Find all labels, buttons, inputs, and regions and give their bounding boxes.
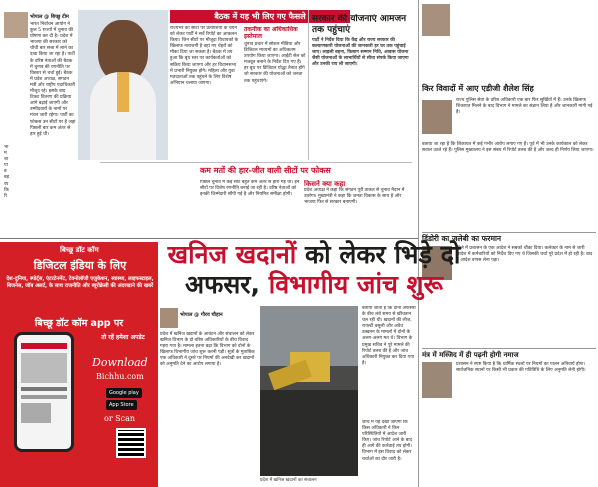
headline-key-1: खनिज खदानों [167,240,297,269]
ad-or-scan: or Scan [104,414,136,423]
ad-app-line: बिच्छू डॉट कॉम app पर [34,318,124,329]
mining-photo [260,306,358,476]
headline-rest-1: को लेकर भिड़े दो [296,240,461,269]
left-top-body: भारत निर्वाचन आयोग ने कुल 5 राज्यों में चुनाव की घोषणा कर दी है। प्रदेश में भाजपा की सरकार को चौथी बार सत्ता में लाने का दावा किया जा रहा है। पार्टी के वरिष्ठ नेताओं की बैठक में चुनाव की रणनीति पर विस्तार से चर्चा हुई। बैठक में प्रदेश अध्यक्ष, संगठन मंत्री और राष्ट्रीय पदाधिकारी मौजूद रहे। इसके बाद टिकट वितरण की प्रक्रिया आगे बढ़ाई जाएगी और उम्मीदवारों के नामों पर मंथन जारी रहेगा। पार्टी का फोकस उन सीटों पर है जहां पिछली बार कम अंतर से हार हुई थी। [30,22,76,137]
bichhu-ad[interactable] [0,242,158,487]
ad-brand: बिच्छू डॉट कॉम [60,246,99,254]
meeting-kicker: बैठक में यह भी लिए गए फैसले [170,10,350,23]
adg-headline: किर विवादों में आए एडीजी शैलेश सिंह [422,84,534,93]
google-play-button[interactable]: Google play [106,388,142,398]
schemes-subhead: सरकार की योजनाएं आमजन तक पहुंचाएं [312,14,407,35]
main-top-body-a: राज्यभर की सीटों पर प्रत्याशियों के चयन को लेकर पार्टी ने सर्वे रिपोर्ट का आकलन किया। जिन सीटों पर मौजूदा विधायकों के खिलाफ नाराजगी है वहां नए चेहरों को मौका दिया जा सकता है। बैठक में तय हुआ कि बूथ स्तर पर कार्यकर्ताओं को सक्रिय किया जाएगा और हर विधानसभा में प्रभारी नियुक्त होंगे। महिला और युवा मतदाताओं तक पहुंचने के लिए विशेष अभियान चलाया जाएगा। [170,26,239,86]
phone-mockup [14,332,74,452]
namaz-headline: मंत्र में मस्जिद में ही पढ़नी होगी नमाज [422,348,596,360]
reporter-photo [160,308,178,328]
namaz-body: प्रशासन ने स्पष्ट किया है कि धार्मिक स्थलों पर नियमों का पालन अनिवार्य होगा। सार्वजनिक स्थानों पर किसी भी प्रकार की गतिविधि के लिए अनुमति लेनी होगी। [456,362,586,374]
ad-site[interactable]: Bichhu.com [96,372,144,381]
story-body-c: जांच में यह देखा जाएगा कि किस अधिकारी ने किन परिस्थितियों में आदेश जारी किए। जांच रिपोर्ट आने के बाद ही आगे की कार्रवाई तय होगी। विभाग में इस विवाद को लेकर चर्चाओं का दौर जारी है। [362,420,413,462]
story-byline: भोपाल @ गौरव चौहान [180,312,223,318]
right-photo-2 [422,100,452,134]
main-top-col-b [244,26,306,160]
focus-kicker: कम मतों की हार-जीत वाली सीटों पर फोकस [200,166,331,175]
tech-subhead: तकनीक का अधिकाधिक इस्तेमाल [244,26,298,40]
main-top-col-c [312,14,412,160]
focus-col-b [304,180,412,236]
side-word: मं [4,151,7,157]
ad-line1: डिजिटल इंडिया के लिए [33,259,127,272]
ad-line2: देश-दुनिया, स्पोर्ट्स, एंटरटेनमेंट, टेक्नोलॉजी एजुकेशन, स्वास्थ्य, लाइफस्टाइल, बिजनेस, जॉब अलर्ट, के साथ राजनीति और ब्यूरोक्रेसी की अंदरखाने की खबरें [6,276,154,289]
right-photo-1 [422,4,450,36]
side-word: शा [4,157,9,163]
mining-caption: प्रदेश में खनिज खदानों का संचालन [260,478,317,483]
mid-left-body [100,164,198,236]
story-col-a [160,306,256,487]
tech-body: चुनाव प्रचार में सोशल मीडिया और डिजिटल माध्यमों का अधिकतम उपयोग किया जाएगा। आईटी सेल को मजबूत बनाने के निर्देश दिए गए हैं। हर बूथ पर डिजिटल योद्धा तैनात होंगे जो सरकार की योजनाओं को जनता तक पहुंचाएंगे। [244,42,306,84]
adg-body-2: बताया जा रहा है कि शिकायत में कई गंभीर आरोप लगाए गए हैं। पूर्व में भी उनके कार्यकाल को लेकर सवाल उठते रहे हैं। पुलिस मुख्यालय ने इस संबंध में रिपोर्ट तलब की है और जल्द ही निर्णय लिया जाएगा। [422,142,594,154]
headline-rest-2: अफसर, [185,270,269,299]
author-photo [4,12,28,38]
right-photo-4 [422,362,452,398]
ad-download: Download [92,356,148,369]
dindori-headline: डिंडोरी का जलेबी का फरमान [422,232,596,244]
adg-body-1: राज्य पुलिस सेवा के वरिष्ठ अधिकारी एक बार फिर सुर्खियों में हैं। उनके खिलाफ शिकायत मिलने के बाद विभाग ने मामले का संज्ञान लिया है और जानकारी मांगी गई है। [456,98,593,116]
side-word: व्य [4,181,9,187]
story-body-b: बताया जाता है कि दोनों अफसरों के बीच लंबे समय से खींचतान चल रही थी। खदानों की लीज, रायल्टी वसूली और अवैध उत्खनन के मामलों में दोनों के अलग-अलग मत थे। विभाग के प्रमुख सचिव ने पूरे मामले की रिपोर्ट तलब की है और जांच अधिकारी नियुक्त कर दिया गया है। [362,306,416,366]
politician-photo [78,10,168,160]
dindori-body: जिले में प्रशासन के एक आदेश ने सबको चौंका दिया। कलेक्टर के नाम से जारी आदेश में कर्मचारियों को निर्देश दिए गए थे जिसकी चर्चा पूरे प्रदेश में हो रही है। बाद में आदेश वापस लेना पड़ा। [456,246,593,264]
side-word: बड़ [4,175,10,181]
app-store-button[interactable]: App Store [106,400,137,410]
who-said-subhead: किसने क्या कहा [304,180,346,188]
left-side-fragments [4,145,26,240]
right-body-top [454,4,594,82]
author-byline: भोपाल @ बिच्छू टीम [30,14,69,20]
side-word: रि [4,193,8,199]
side-word: कि [4,187,9,193]
schemes-body: पार्टी ने निर्देश दिया कि केंद्र और राज्य सरकार की कल्याणकारी योजनाओं की जानकारी हर घर तक पहुंचाई जाए। लाड़ली बहना, किसान सम्मान निधि, आवास योजना जैसी योजनाओं के लाभार्थियों से सीधा संपर्क किया जाएगा और उनकी राय ली जाएगी। [312,38,409,68]
left-side-words [4,145,9,200]
headline-key-2: विभागीय जांच शुरू [268,270,443,299]
mine-dispute-headline [160,240,468,304]
side-word: पा [4,163,8,169]
side-word: ब [4,169,7,175]
focus-body-a: पिछले चुनाव में कई सीटें बहुत कम अंतर से हारी गई थीं। इन सीटों पर विशेष रणनीति बनाई जा रही है। वरिष्ठ नेताओं को इनकी जिम्मेदारी सौंपी गई है और नियमित समीक्षा होगी। [200,180,300,198]
side-word: भा [4,145,9,150]
story-body-a: प्रदेश में खनिज खदानों के आवंटन और संचालन को लेकर खनिज विभाग के दो वरिष्ठ अधिकारियों के बीच विवाद गहरा गया है। मामला इतना बढ़ा कि विभाग को दोनों के खिलाफ विभागीय जांच शुरू करनी पड़ी। सूत्रों के मुताबिक एक अधिकारी ने दूसरे पर नियमों की अनदेखी कर खदानों को अनुमति देने का आरोप लगाया है। [160,332,255,368]
ad-update: तो रहें हमेशा अपडेट [101,334,145,341]
who-said-body: प्रदेश अध्यक्ष ने कहा कि संगठन पूरी ताकत से चुनाव मैदान में उतरेगा। मुख्यमंत्री ने कहा कि जनता विकास के साथ है और भाजपा फिर से सरकार बनाएगी। [304,188,405,206]
qr-code[interactable] [116,428,146,458]
